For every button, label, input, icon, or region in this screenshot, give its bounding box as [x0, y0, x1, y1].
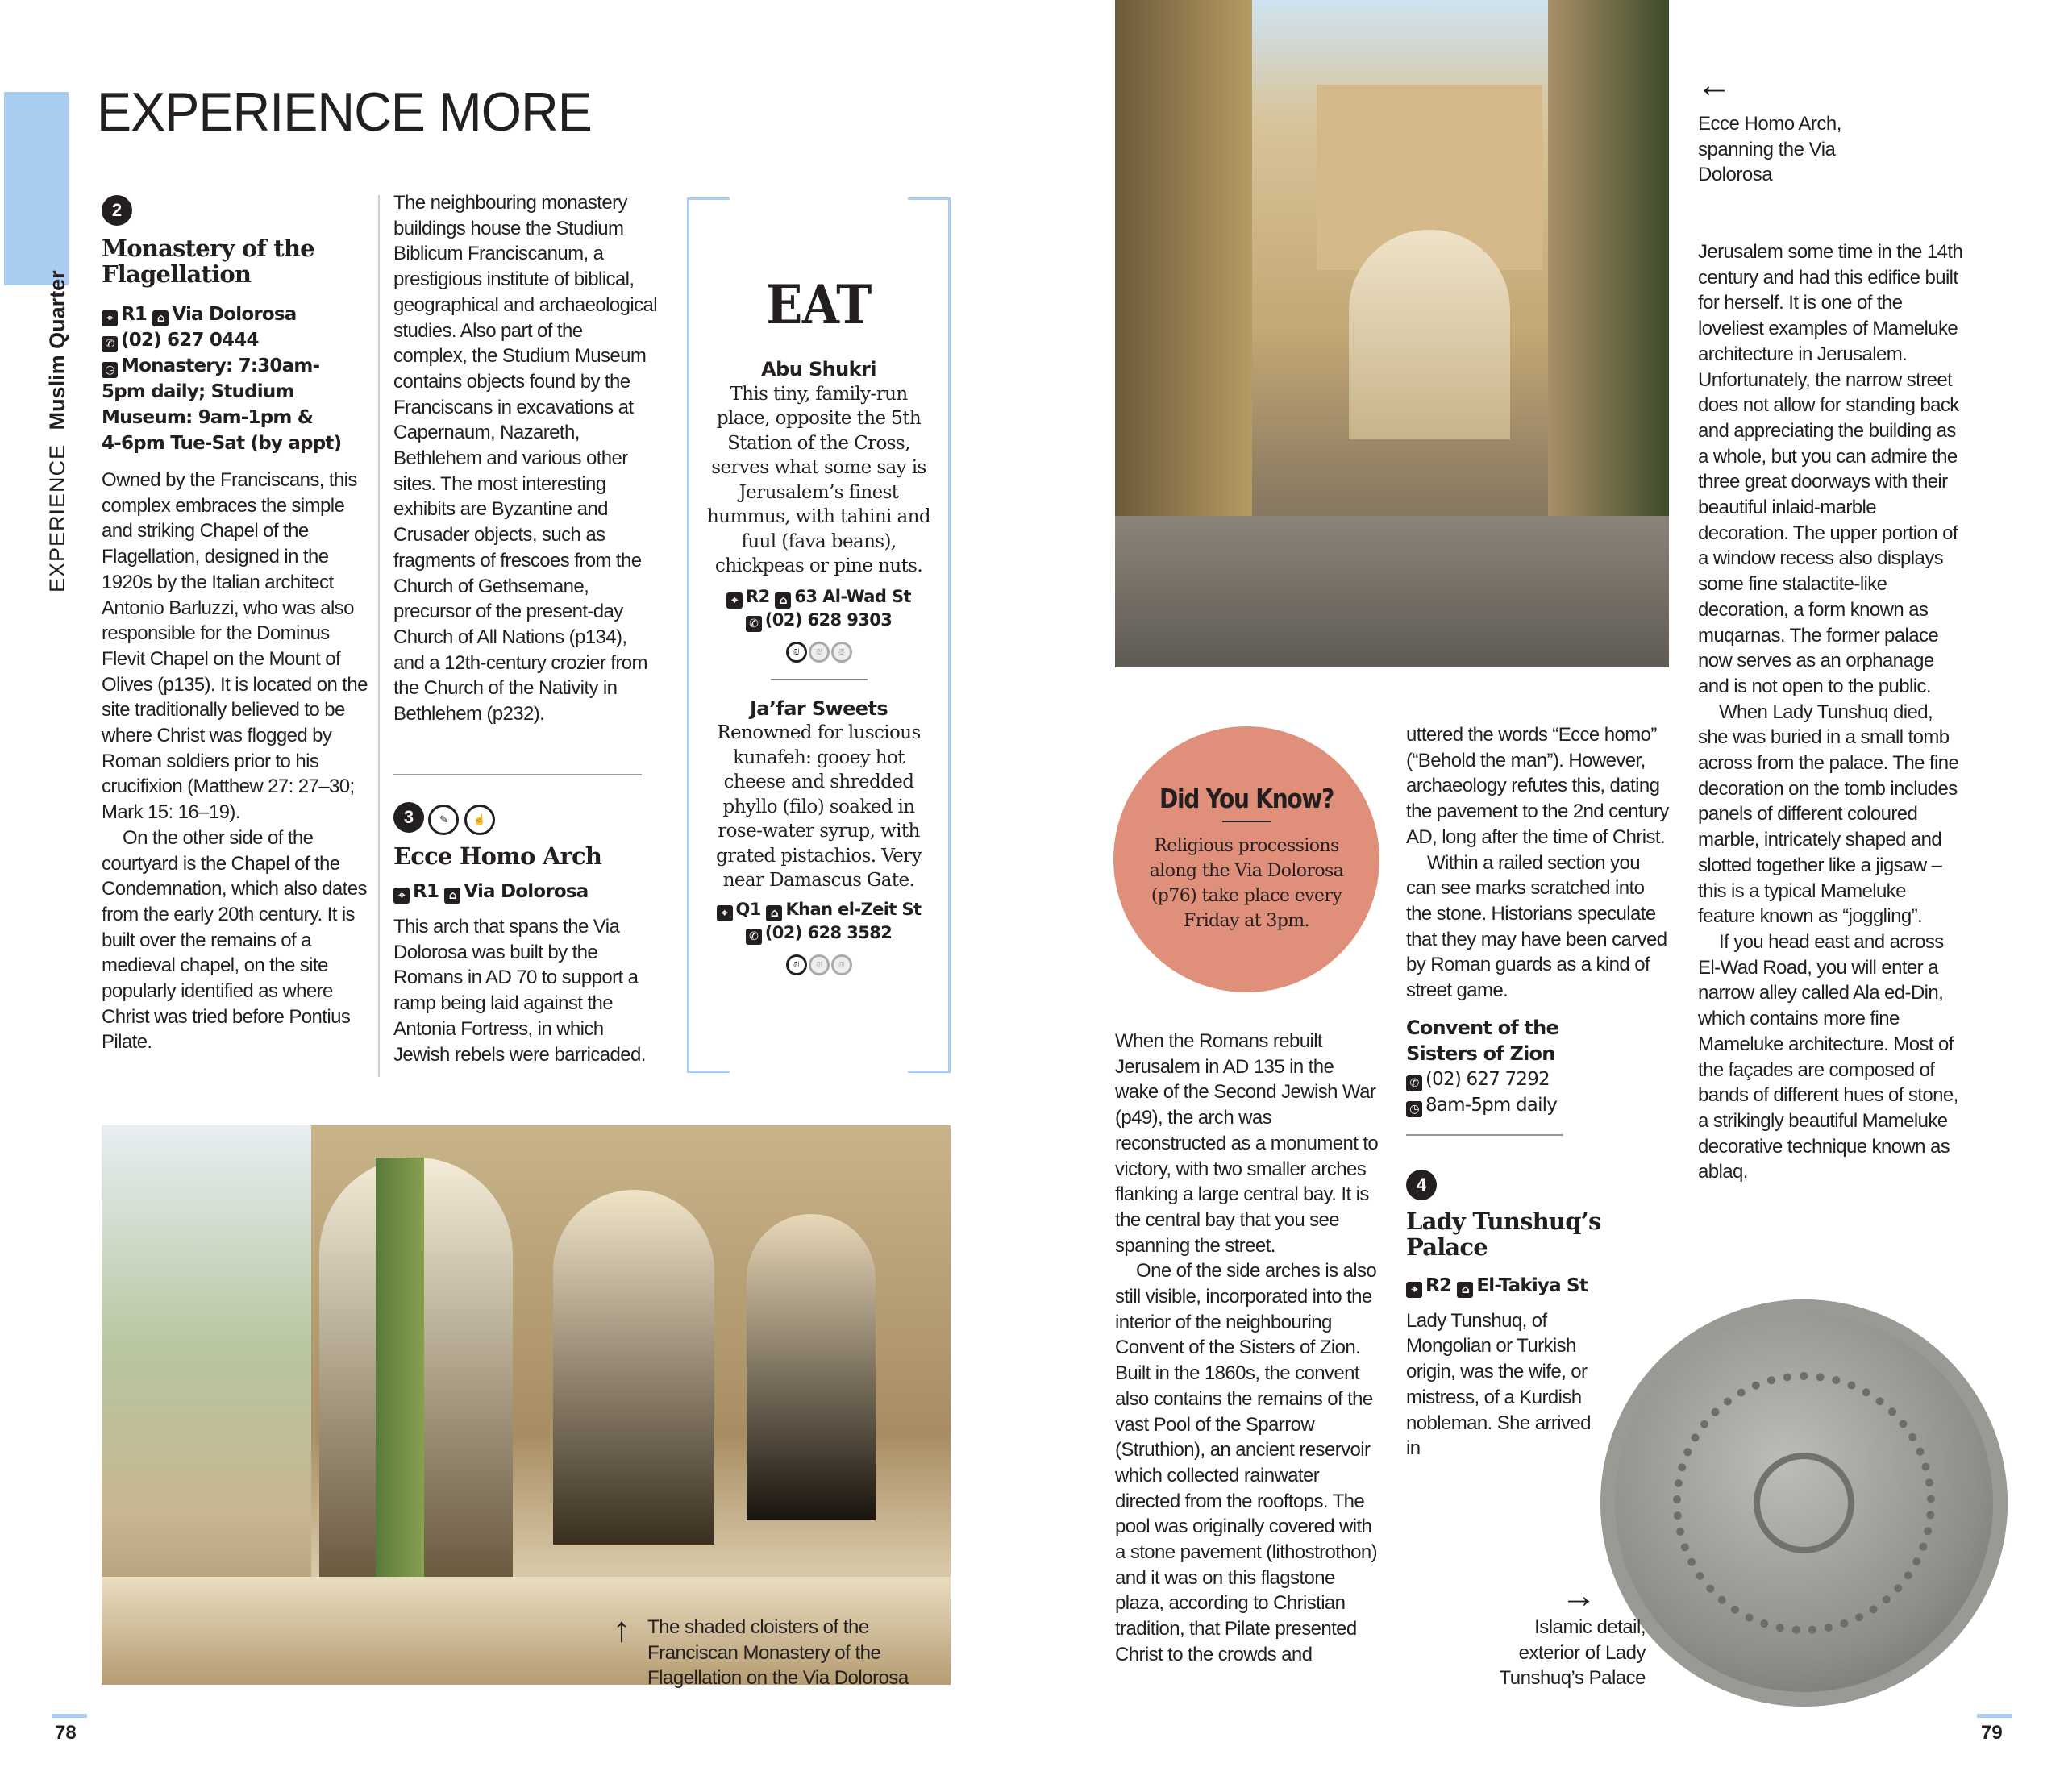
- hand-icon: ☝: [464, 805, 495, 835]
- item-info: ⌖ R1 ⌂ Via Dolorosa: [393, 879, 660, 904]
- right-column: Jerusalem some time in the 14th century and had this edifice built for herself. It is one of the loveliest examples of Mameluke architecture in Jerusalem. Unfortunately, the narrow street does not allow for standing back and appreciating the building as a whole, but you can admire the three great doorways with their beautiful inlaid-marble decoration. The upper portion of a window recess also displays some fine stalactite-like decoration, a form known as muqarnas. The former palace now serves as an orphanage and is not open to the public. When Lady Tunshuq died, she was buried in a small tomb across from the palace. The fine decoration on the tomb includes panels of different coloured marble, intricately shaped and slotted together like a jigsaw – this is a typical Mameluke feature known as “joggling”. If you head east and across El-Wad Road, you will enter a narrow alley called Ala ed-Din, which contains more fine Mameluke architecture. Most of the façades are composed of bands of different hues of stone, a strikingly beautiful Mameluke decorative technique known as ablaq.: [1698, 241, 1963, 1183]
- item-title: Lady Tunshuq’s Palace: [1406, 1207, 1601, 1261]
- accessibility-icon: ✎: [428, 805, 459, 835]
- middle-column: uttered the words “Ecce homo” (“Behold the man”). However, archaeology refutes this, dating the pavement to the 2nd century AD, long after the time of Christ. Within a railed section you can see marks scratched into the stone. Historians speculate that they may have been carved by Roman guards as a kind of street game. Convent of the Sisters of Zion ✆ (02) 627 7292 ◷ 8am-5pm daily 4 Lady Tunshuq’s Palace ⌖ R2 ⌂ El-Takiya St Lady Tunshuq, of Mongolian or Turkish origin, was the wife, or mistress, of a Kurdish nobleman. She arrived in: [1406, 722, 1674, 1461]
- phone-icon: ✆: [746, 929, 762, 945]
- page-marker: [1977, 1714, 2012, 1718]
- map-pin-icon: ⌖: [102, 310, 118, 326]
- section-name: EXPERIENCE: [45, 443, 69, 592]
- ecce-homo-arch-photo: [1115, 0, 1669, 667]
- item-description: Owned by the Franciscans, this complex embraces the simple and striking Chapel of the Flagellation, designed in the 1920s by the Italian architect Antonio Barluzzi, who was also responsible for the Dominus Flevit Chapel on the Mount of Olives (p135). It is located on the site traditionally believed to be where Christ was flogged by Roman soldiers prior to his crucifixion (Matthew 27: 27–30; Mark 15: 16–19). On the other side of the courtyard is the Chapel of the Condemnation, which also dates from the early 20th century. It is built over the remains of a medieval chapel, on the site popularly identified as where Christ was tried before Pontius Pilate.: [102, 469, 368, 1054]
- item-number: 2: [102, 195, 132, 226]
- restaurant-info: ⌖ Q1 ⌂ Khan el-Zeit St: [704, 898, 934, 921]
- page-number-left: 78: [55, 1722, 77, 1744]
- page-title: EXPERIENCE MORE: [97, 81, 592, 143]
- restaurant-description: Renowned for luscious kunafeh: gooey hot cheese and shredded phyllo (filo) soaked in rose-water syrup, with grated pistachios. Very near Damascus Gate.: [716, 722, 922, 891]
- item-number: 3: [393, 802, 424, 833]
- item-description: Lady Tunshuq, of Mongolian or Turkish origin, was the wife, or mistress, of a Kurdish nobleman. She arrived in: [1406, 1309, 1591, 1460]
- price-rating: [704, 637, 934, 663]
- restaurant-info: ⌖ R2 ⌂ 63 Al-Wad St: [704, 585, 934, 609]
- section-label: [45, 270, 70, 592]
- area-name: Muslim Quarter: [45, 270, 69, 430]
- home-icon: ⌂: [766, 905, 782, 921]
- item-number: 4: [1406, 1170, 1437, 1200]
- arrow-right-icon: →: [1561, 1576, 1596, 1615]
- clock-icon: ◷: [102, 362, 118, 378]
- eat-box: EAT Abu Shukri This tiny, family-run place, opposite the 5th Station of the Cross, serves what some say is Jerusalem’s finest hummus, with tahini and fuul (fava beans), chickpeas or pine nuts. ⌖ R2 ⌂ 63 Al-Wad St ✆ (02) 628 9303 ₪ ₪ ₪ Ja’far Sweets Renowned for luscious kunafeh: gooey hot cheese and shredded phyllo (filo) soaked in rose-water syrup, with grated pistachios. Very near Damascus Gate. ⌖ Q1 ⌂ Khan el-Zeit St ✆ (02) 628 3582 ₪ ₪ ₪: [687, 197, 951, 1073]
- islamic-caption: Islamic detail, exterior of Lady Tunshuq’s Palace: [1499, 1616, 1646, 1689]
- phone-icon: ✆: [746, 616, 762, 632]
- item-2-continued: The neighbouring monastery buildings house the Studium Biblicum Franciscanum, a prestigious institute of biblical, geographical and archaeological studies. Also part of the complex, the Studium Museum contains objects found by the Franciscans in excavations at Capernaum, Nazareth, Bethlehem and various other sites. The most interesting exhibits are Byzantine and Crusader objects, such as fragments of frescoes from the Church of Gethsemane, precursor of the present-day Church of All Nations (p134), and a 12th-century crozier from the Church of the Nativity in Bethlehem (p232).: [393, 192, 657, 726]
- section-tab: [4, 92, 69, 285]
- clock-icon: ◷: [1406, 1101, 1422, 1117]
- did-you-know-text: Religious processions along the Via Dolorosa (p76) take place every Friday at 3pm.: [1149, 836, 1344, 931]
- did-you-know-title: Did You Know?: [1159, 783, 1334, 814]
- arrow-left-icon: ←: [1696, 65, 1732, 105]
- map-pin-icon: ⌖: [717, 905, 733, 921]
- item-title: Ecce Homo Arch: [393, 842, 602, 870]
- map-pin-icon: ⌖: [1406, 1282, 1422, 1298]
- divider: [1406, 1134, 1563, 1136]
- home-icon: ⌂: [152, 310, 169, 326]
- cloister-photo: [102, 1125, 951, 1685]
- did-you-know-callout: [1113, 726, 1379, 992]
- phone-icon: ✆: [1406, 1075, 1422, 1091]
- eat-title: EAT: [766, 273, 872, 336]
- item-info: ⌖ R1 ⌂ Via Dolorosa ✆ (02) 627 0444 ◷ Monastery: 7:30am- 5pm daily; Studium Museum: 9am-1pm & 4-6pm Tue-Sat (by appt): [102, 304, 342, 454]
- arch-caption: Ecce Homo Arch, spanning the Via Dolorosa: [1698, 113, 1841, 185]
- restaurant-name: Ja’far Sweets: [749, 696, 888, 720]
- price-icon: ₪: [809, 642, 830, 663]
- arrow-up-icon: ↑: [613, 1610, 630, 1649]
- home-icon: ⌂: [444, 888, 460, 904]
- phone-icon: ✆: [102, 336, 118, 352]
- divider: [393, 774, 642, 775]
- restaurant-name: Abu Shukri: [761, 358, 876, 380]
- map-pin-icon: ⌖: [393, 888, 410, 904]
- map-pin-icon: ⌖: [726, 592, 743, 609]
- price-icon: ₪: [786, 642, 807, 663]
- price-icon: ₪: [831, 642, 852, 663]
- item-2: [102, 195, 368, 1055]
- item-info: ⌖ R2 ⌂ El-Takiya St: [1406, 1273, 1674, 1299]
- item-description: This arch that spans the Via Dolorosa was built by the Romans in AD 70 to support a ramp being laid against the Antonia Fortress, in which Jewish rebels were barricaded.: [393, 916, 646, 1066]
- item-3: [393, 802, 660, 1067]
- home-icon: ⌂: [1457, 1282, 1473, 1298]
- page-number-right: 79: [1981, 1722, 2003, 1744]
- home-icon: ⌂: [775, 592, 791, 609]
- restaurant-description: This tiny, family-run place, opposite the 5th Station of the Cross, serves what some say is Jerusalem’s finest hummus, with tahini and fuul (fava beans), chickpeas or pine nuts.: [707, 383, 930, 576]
- islamic-detail-photo: [1600, 1299, 2008, 1707]
- column-divider: [378, 195, 380, 1077]
- page-marker: [52, 1714, 87, 1718]
- convent-title: Convent of the Sisters of Zion: [1406, 1016, 1558, 1065]
- price-rating: ₪ ₪ ₪: [704, 950, 934, 975]
- item-3-continued: When the Romans rebuilt Jerusalem in AD 135 in the wake of the Second Jewish War (p49), the arch was reconstructed as a monument to victory, with two smaller arches flanking a large central bay. It is the central bay that you see spanning the street. One of the side arches is also still visible, incorporated into the interior of the neighbouring Convent of the Sisters of Zion. Built in the 1860s, the convent also contains the remains of the vast Pool of the Sparrow (Struthion), an ancient reservoir which collected rainwater directed from the rooftops. The pool was originally covered with a stone pavement (lithostrothon) and it was on this flagstone plaza, according to Christian tradition, that Pilate presented Christ to the crowds and: [1115, 1030, 1379, 1665]
- convent-info: ✆ (02) 627 7292 ◷ 8am-5pm daily: [1406, 1066, 1674, 1118]
- cloister-caption: The shaded cloisters of the Franciscan Monastery of the Flagellation on the Via Dolorosa: [647, 1616, 909, 1689]
- item-title: Monastery of the Flagellation: [102, 235, 314, 288]
